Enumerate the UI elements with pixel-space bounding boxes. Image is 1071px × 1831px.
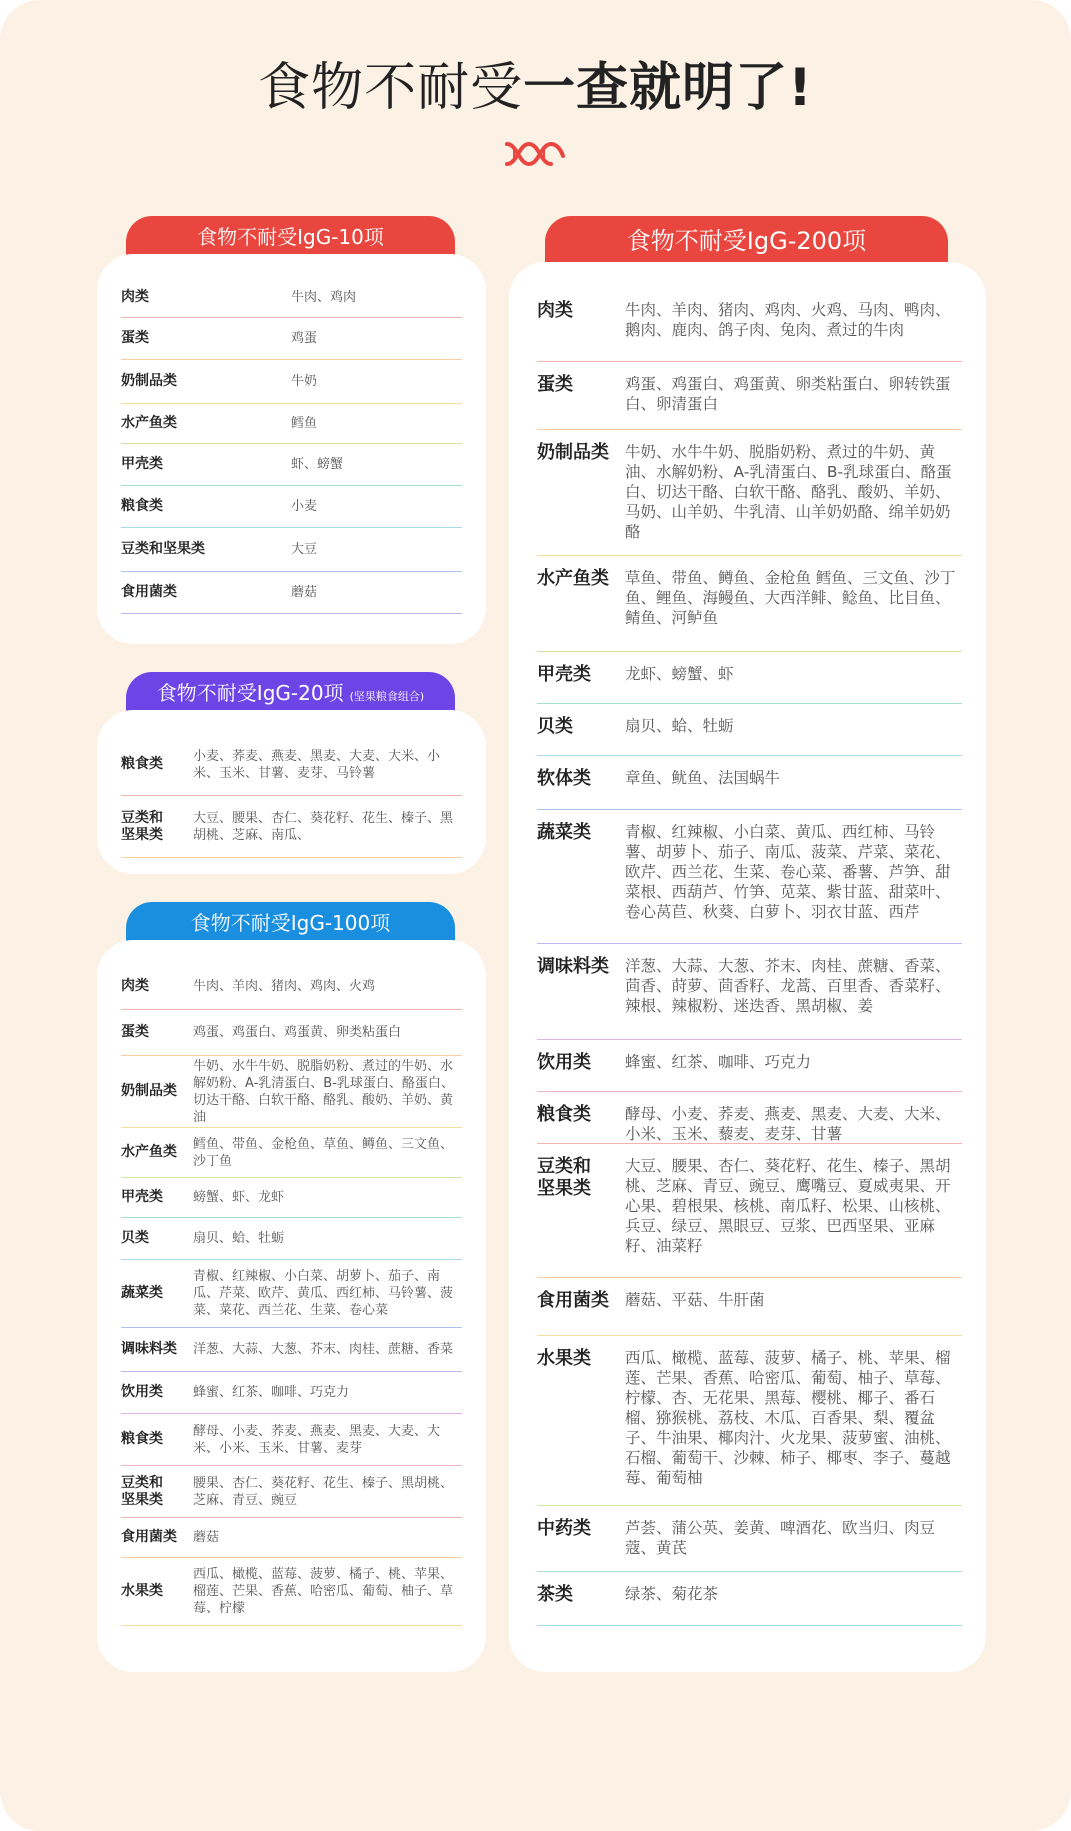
igg10-row bbox=[121, 318, 462, 360]
igg200-row-items: 绿茶、菊花茶 bbox=[625, 1585, 719, 1603]
title-bold: 一查就明了! bbox=[523, 58, 813, 118]
igg200-row-items: 章鱼、鱿鱼、法国蜗牛 bbox=[625, 769, 781, 787]
igg100-row bbox=[121, 1056, 462, 1128]
igg10-row-category: 豆类和坚果类 bbox=[121, 541, 205, 557]
igg100-row-items: 腰果、杏仁、葵花籽、花生、榛子、黑胡桃、芝麻、青豆、豌豆 bbox=[193, 1475, 454, 1508]
igg100-row bbox=[121, 1260, 462, 1328]
igg200-row bbox=[537, 810, 962, 944]
igg10-title: 食物不耐受IgG-10项 bbox=[197, 225, 384, 249]
igg200-row-category: 水果类 bbox=[537, 1348, 591, 1369]
igg100-row-category: 饮用类 bbox=[121, 1384, 163, 1400]
igg20-title: 食物不耐受IgG-20项 bbox=[156, 681, 344, 705]
igg200-row-items: 牛肉、羊肉、猪肉、鸡肉、火鸡、马肉、鸭肉、鹅肉、鹿肉、鸽子肉、兔肉、煮过的牛肉 bbox=[625, 301, 951, 339]
igg200-row bbox=[537, 288, 962, 362]
dna-logo-icon bbox=[503, 140, 567, 168]
igg10-row-items: 牛奶 bbox=[291, 374, 318, 389]
igg100-row-category: 水产鱼类 bbox=[121, 1144, 177, 1160]
igg100-row-items: 牛奶、水牛牛奶、脱脂奶粉、煮过的牛奶、水解奶粉、A-乳清蛋白、B-乳球蛋白、酪蛋白、切达干酪、白软干酪、酪乳、酸奶、羊奶、黄油 bbox=[193, 1058, 454, 1125]
igg100-row-items: 西瓜、橄榄、蓝莓、菠萝、橘子、桃、苹果、榴莲、芒果、香蕉、哈密瓜、葡萄、柚子、草莓、柠檬 bbox=[193, 1567, 454, 1616]
igg200-row bbox=[537, 1144, 962, 1278]
igg10-card bbox=[97, 254, 486, 644]
igg200-row-category: 奶制品类 bbox=[537, 442, 609, 463]
igg100-title: 食物不耐受IgG-100项 bbox=[190, 911, 391, 935]
igg100-row bbox=[121, 1558, 462, 1626]
igg100-row-category: 食用菌类 bbox=[121, 1529, 177, 1545]
igg100-rows bbox=[121, 964, 462, 1626]
igg100-row-category: 甲壳类 bbox=[121, 1189, 163, 1205]
igg10-row bbox=[121, 404, 462, 444]
igg100-row bbox=[121, 1010, 462, 1056]
igg100-row-category: 蛋类 bbox=[121, 1024, 149, 1040]
igg20-row-items: 大豆、腰果、杏仁、葵花籽、花生、榛子、黑胡桃、芝麻、南瓜、 bbox=[193, 810, 454, 843]
igg10-row-items: 鸡蛋 bbox=[291, 331, 318, 346]
igg200-row-category: 粮食类 bbox=[537, 1104, 591, 1125]
igg200-row-category: 蔬菜类 bbox=[537, 822, 591, 843]
igg100-row-items: 扇贝、蛤、牡蛎 bbox=[193, 1231, 285, 1246]
igg200-row-category: 甲壳类 bbox=[537, 664, 591, 685]
igg100-row-category: 蔬菜类 bbox=[121, 1285, 163, 1301]
igg200-row-items: 洋葱、大蒜、大葱、芥末、肉桂、蔗糖、香菜、茴香、莳萝、茴香籽、龙蒿、百里香、香菜籽、辣根、辣椒粉、迷迭香、黑胡椒、姜 bbox=[625, 957, 951, 1015]
igg100-row-category: 奶制品类 bbox=[121, 1083, 177, 1099]
title-light: 食物不耐受 bbox=[258, 58, 524, 118]
igg200-row bbox=[537, 1092, 962, 1144]
igg200-row bbox=[537, 704, 962, 756]
igg10-row-items: 小麦 bbox=[291, 499, 318, 514]
igg200-row-category: 水产鱼类 bbox=[537, 568, 609, 589]
igg10-row-items: 虾、螃蟹 bbox=[291, 457, 344, 472]
igg200-row-items: 西瓜、橄榄、蓝莓、菠萝、橘子、桃、苹果、榴莲、芒果、香蕉、哈密瓜、葡萄、柚子、草莓、柠檬、杏、无花果、黑莓、樱桃、椰子、番石榴、猕猴桃、荔枝、木瓜、百香果、梨、覆盆子、牛油果、椰肉汁、火龙果、菠萝蜜、油桃、石榴、葡萄干、沙棘、柿子、椰枣、李子、蔓越莓、葡萄柚 bbox=[625, 1349, 951, 1487]
igg200-row-items: 蘑菇、平菇、牛肝菌 bbox=[625, 1291, 765, 1309]
igg200-row-category: 蛋类 bbox=[537, 374, 573, 395]
igg10-row-category: 粮食类 bbox=[121, 498, 163, 514]
igg20-subtitle: (坚果粮食组合) bbox=[349, 690, 425, 703]
igg100-row-items: 牛肉、羊肉、猪肉、鸡肉、火鸡 bbox=[193, 979, 376, 994]
igg20-row-category: 粮食类 bbox=[121, 756, 163, 772]
igg200-row bbox=[537, 1040, 962, 1092]
igg200-row-category: 中药类 bbox=[537, 1518, 591, 1539]
igg10-row-category: 蛋类 bbox=[121, 330, 149, 346]
igg20-row bbox=[121, 734, 462, 796]
igg200-row-items: 芦荟、蒲公英、姜黄、啤酒花、欧当归、肉豆蔻、黄芪 bbox=[625, 1519, 936, 1557]
igg200-row-category: 调味料类 bbox=[537, 956, 609, 977]
igg10-row-items: 蘑菇 bbox=[291, 585, 318, 600]
igg20-row bbox=[121, 796, 462, 858]
igg100-card bbox=[97, 940, 486, 1672]
igg200-row-items: 酵母、小麦、荞麦、燕麦、黑麦、大麦、大米、小米、玉米、藜麦、麦芽、甘薯 bbox=[625, 1105, 951, 1143]
igg100-row-category: 豆类和坚果类 bbox=[121, 1474, 163, 1508]
igg100-row bbox=[121, 1466, 462, 1518]
igg200-row-items: 牛奶、水牛牛奶、脱脂奶粉、煮过的牛奶、黄油、水解奶粉、A-乳清蛋白、B-乳球蛋白、酪蛋白、切达干酪、白软干酪、酪乳、酸奶、羊奶、马奶、山羊奶、牛乳清、山羊奶奶酪、绵羊奶奶酪 bbox=[625, 443, 952, 541]
igg100-row bbox=[121, 1518, 462, 1558]
igg200-row-items: 草鱼、带鱼、鳟鱼、金枪鱼 鳕鱼、三文鱼、沙丁鱼、鲤鱼、海鳗鱼、大西洋鲱、鲶鱼、比目鱼、鲭鱼、河鲈鱼 bbox=[625, 569, 956, 627]
igg100-row-category: 粮食类 bbox=[121, 1431, 163, 1447]
page-title bbox=[0, 48, 1071, 128]
igg10-rows bbox=[121, 278, 462, 614]
igg200-row-category: 茶类 bbox=[537, 1584, 573, 1605]
igg100-row bbox=[121, 1372, 462, 1414]
igg200-row bbox=[537, 1278, 962, 1336]
igg200-row-items: 龙虾、螃蟹、虾 bbox=[625, 665, 734, 683]
igg100-row-category: 水果类 bbox=[121, 1583, 163, 1599]
igg200-row-category: 贝类 bbox=[537, 716, 573, 737]
igg100-row-items: 洋葱、大蒜、大葱、芥末、肉桂、蔗糖、香菜 bbox=[193, 1342, 454, 1357]
igg20-rows bbox=[121, 734, 462, 858]
igg200-title: 食物不耐受IgG-200项 bbox=[626, 227, 867, 255]
igg200-row-items: 鸡蛋、鸡蛋白、鸡蛋黄、卵类粘蛋白、卵转铁蛋白、卵清蛋白 bbox=[625, 375, 951, 413]
igg10-row bbox=[121, 486, 462, 528]
igg200-row-category: 饮用类 bbox=[537, 1052, 591, 1073]
igg100-row bbox=[121, 1328, 462, 1372]
igg200-row bbox=[537, 1506, 962, 1572]
igg100-row-items: 鸡蛋、鸡蛋白、鸡蛋黄、卵类粘蛋白 bbox=[193, 1025, 402, 1040]
igg10-row-category: 奶制品类 bbox=[121, 373, 177, 389]
igg200-row-category: 软体类 bbox=[537, 768, 591, 789]
igg100-row bbox=[121, 1178, 462, 1218]
igg10-row-items: 鳕鱼 bbox=[291, 416, 318, 431]
igg100-row bbox=[121, 964, 462, 1010]
igg100-row-items: 蘑菇 bbox=[193, 1530, 220, 1545]
igg200-row bbox=[537, 362, 962, 430]
igg200-row bbox=[537, 756, 962, 810]
igg100-row-items: 鳕鱼、带鱼、金枪鱼、草鱼、鳟鱼、三文鱼、沙丁鱼 bbox=[193, 1136, 454, 1169]
igg200-row bbox=[537, 1572, 962, 1626]
igg20-row-items: 小麦、荞麦、燕麦、黑麦、大麦、大米、小米、玉米、甘薯、麦芽、马铃薯 bbox=[193, 748, 441, 781]
igg100-row bbox=[121, 1128, 462, 1178]
igg20-card bbox=[97, 710, 486, 874]
igg200-row bbox=[537, 430, 962, 556]
igg10-row bbox=[121, 444, 462, 486]
igg200-card bbox=[509, 262, 986, 1672]
igg200-row-category: 食用菌类 bbox=[537, 1290, 609, 1311]
igg200-row-items: 大豆、腰果、杏仁、葵花籽、花生、榛子、黑胡桃、芝麻、青豆、豌豆、鹰嘴豆、夏威夷果、开心果、碧根果、核桃、南瓜籽、松果、山核桃、兵豆、绿豆、黑眼豆、豆浆、巴西坚果、亚麻籽、油菜籽 bbox=[625, 1157, 951, 1255]
igg100-row-items: 蜂蜜、红茶、咖啡、巧克力 bbox=[193, 1385, 350, 1400]
igg10-row bbox=[121, 278, 462, 318]
igg200-rows bbox=[537, 288, 962, 1626]
igg100-row bbox=[121, 1414, 462, 1466]
igg10-row-items: 大豆 bbox=[291, 542, 318, 557]
igg100-row-category: 调味料类 bbox=[121, 1341, 177, 1357]
igg100-row-items: 螃蟹、虾、龙虾 bbox=[193, 1190, 285, 1205]
igg100-row-items: 酵母、小麦、荞麦、燕麦、黑麦、大麦、大米、小米、玉米、甘薯、麦芽 bbox=[193, 1423, 441, 1456]
igg100-row-items: 青椒、红辣椒、小白菜、胡萝卜、茄子、南瓜、芹菜、欧芹、黄瓜、西红柿、马铃薯、菠菜、菜花、西兰花、生菜、卷心菜 bbox=[193, 1269, 454, 1318]
igg20-row-category: 豆类和坚果类 bbox=[121, 809, 163, 843]
igg10-row bbox=[121, 572, 462, 614]
igg200-row bbox=[537, 1336, 962, 1506]
igg200-row-items: 扇贝、蛤、牡蛎 bbox=[625, 717, 734, 735]
igg10-row-items: 牛肉、鸡肉 bbox=[291, 290, 357, 305]
igg100-row bbox=[121, 1218, 462, 1260]
igg10-row bbox=[121, 528, 462, 572]
igg10-row-category: 食用菌类 bbox=[121, 584, 177, 600]
igg200-row-items: 蜂蜜、红茶、咖啡、巧克力 bbox=[625, 1053, 812, 1071]
igg10-row-category: 水产鱼类 bbox=[121, 415, 177, 431]
igg200-row-items: 青椒、红辣椒、小白菜、黄瓜、西红柿、马铃薯、胡萝卜、茄子、南瓜、菠菜、芹菜、菜花、欧芹、西兰花、生菜、卷心菜、番薯、芦笋、甜菜根、西葫芦、竹笋、苋菜、紫甘蓝、甜菜叶、卷心莴苣、秋葵、白萝卜、羽衣甘蓝、西芹 bbox=[625, 823, 951, 921]
igg10-row bbox=[121, 360, 462, 404]
igg200-row bbox=[537, 652, 962, 704]
igg200-row-category: 肉类 bbox=[537, 300, 573, 321]
igg200-row-category: 豆类和坚果类 bbox=[537, 1156, 591, 1199]
igg200-row bbox=[537, 944, 962, 1040]
igg10-row-category: 甲壳类 bbox=[121, 456, 163, 472]
igg10-row-category: 肉类 bbox=[121, 289, 149, 305]
igg200-row bbox=[537, 556, 962, 652]
igg100-row-category: 肉类 bbox=[121, 978, 149, 994]
igg100-row-category: 贝类 bbox=[121, 1230, 149, 1246]
